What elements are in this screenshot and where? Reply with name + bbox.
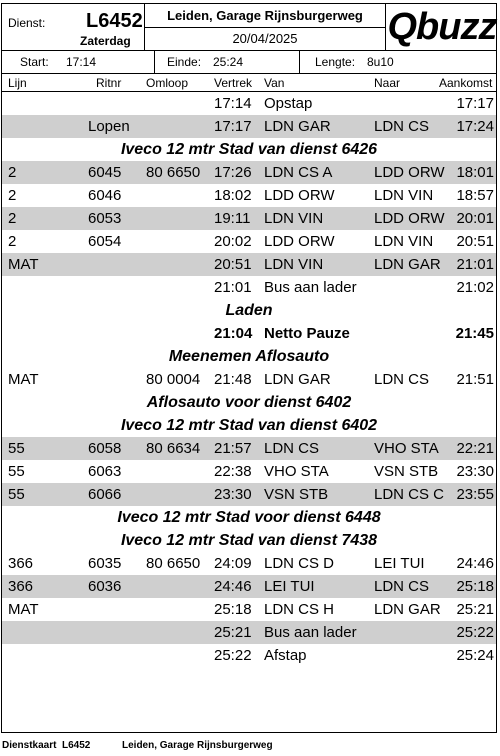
col-ritnr: Ritnr (96, 76, 122, 90)
column-headers (2, 74, 496, 92)
cell-van: Opstap (264, 95, 313, 112)
table-row (2, 207, 496, 230)
table-row (2, 621, 496, 644)
cell-aankomst: 25:22 (456, 624, 494, 641)
cell-van: Afstap (264, 647, 307, 664)
cell-vertrek: 25:22 (214, 647, 252, 664)
cell-naar: LDN CS (374, 118, 430, 135)
cell-van: LEI TUI (264, 578, 315, 595)
cell-ritnr: 6054 (88, 233, 122, 250)
cell-van: VSN STB (264, 486, 329, 503)
table-row (2, 483, 496, 506)
col-van: Van (264, 76, 285, 90)
cell-lijn: 2 (8, 210, 17, 227)
cell-aankomst: 21:02 (456, 279, 494, 296)
cell-lijn: MAT (8, 371, 39, 388)
cell-vertrek: 23:30 (214, 486, 252, 503)
cell-van: VHO STA (264, 463, 329, 480)
section-title: Aflosauto voor dienst 6402 (146, 394, 352, 411)
dienst-label: Dienst: (8, 16, 46, 30)
table-row (2, 161, 496, 184)
card-header (2, 4, 496, 51)
cell-van: LDN VIN (264, 210, 324, 227)
cell-aankomst: 25:18 (456, 578, 494, 595)
footer-label: Dienstkaart (2, 740, 57, 751)
cell-vertrek: 20:51 (214, 256, 252, 273)
day-label: Zaterdag (80, 34, 131, 48)
start-value: 17:14 (66, 55, 97, 69)
cell-van: LDN GAR (264, 371, 331, 388)
times-bar (2, 51, 496, 74)
cell-naar: LDN CS (374, 578, 430, 595)
dienst-code: L6452 (86, 10, 143, 32)
cell-naar: LDD ORW (374, 210, 445, 227)
cell-naar: LDN CS (374, 371, 430, 388)
cell-ritnr: 6045 (88, 164, 122, 181)
cell-van: LDD ORW (264, 233, 335, 250)
cell-omloop: 80 6650 (146, 164, 201, 181)
cell-vertrek: 17:17 (214, 118, 252, 135)
cell-omloop: 80 0004 (146, 371, 201, 388)
cell-naar: LEI TUI (374, 555, 425, 572)
cell-van: LDN CS (264, 440, 320, 457)
table-row (2, 230, 496, 253)
section-title: Laden (225, 302, 273, 319)
section-title: Iveco 12 mtr Stad van dienst 7438 (120, 532, 378, 549)
pause-row (2, 322, 496, 345)
section-title: Iveco 12 mtr Stad van dienst 6402 (120, 417, 378, 434)
col-omloop: Omloop (146, 76, 189, 90)
cell-vertrek: 18:02 (214, 187, 252, 204)
service-date: 20/04/2025 (232, 31, 298, 46)
cell-omloop: 80 6650 (146, 555, 201, 572)
cell-lijn: 2 (8, 233, 17, 250)
table-row (2, 115, 496, 138)
times-divider (299, 51, 300, 73)
table-row (2, 644, 496, 667)
cell-vertrek: 24:46 (214, 578, 252, 595)
cell-aankomst: 21:01 (456, 256, 494, 273)
cell-van: Netto Pauze (264, 325, 350, 342)
cell-vertrek: 19:11 (214, 210, 251, 227)
cell-vertrek: 21:04 (214, 325, 253, 342)
garage-name: Leiden, Garage Rijnsburgerweg (145, 4, 385, 28)
cell-lijn: MAT (8, 601, 39, 618)
cell-aankomst: 21:51 (456, 371, 494, 388)
table-row (2, 598, 496, 621)
cell-naar: LDN VIN (374, 187, 434, 204)
cell-ritnr: 6036 (88, 578, 122, 595)
col-aankomst: Aankomst (439, 76, 493, 90)
cell-ritnr: 6035 (88, 555, 122, 572)
cell-aankomst: 25:21 (456, 601, 494, 618)
section-header (2, 506, 496, 529)
cell-ritnr: 6053 (88, 210, 122, 227)
cell-aankomst: 23:55 (456, 486, 494, 503)
table-row (2, 92, 496, 115)
table-row (2, 368, 496, 391)
cell-vertrek: 22:38 (214, 463, 252, 480)
cell-aankomst: 22:21 (456, 440, 494, 457)
table-row (2, 184, 496, 207)
cell-van: LDN CS A (264, 164, 333, 181)
cell-aankomst: 18:01 (456, 164, 494, 181)
cell-naar: LDD ORW (374, 164, 445, 181)
cell-vertrek: 21:01 (214, 279, 252, 296)
cell-ritnr: 6058 (88, 440, 122, 457)
cell-aankomst: 25:24 (456, 647, 494, 664)
cell-naar: LDN GAR (374, 601, 441, 618)
garage-box (145, 4, 386, 50)
cell-vertrek: 25:18 (214, 601, 252, 618)
qbuzz-logo: Qbuzz (387, 6, 497, 48)
cell-ritnr: 6046 (88, 187, 122, 204)
section-header (2, 529, 496, 552)
section-header (2, 299, 496, 322)
cell-naar: VSN STB (374, 463, 439, 480)
cell-van: LDN CS D (264, 555, 335, 572)
cell-aankomst: 23:30 (456, 463, 494, 480)
col-vertrek: Vertrek (214, 76, 253, 90)
table-row (2, 460, 496, 483)
table-row (2, 253, 496, 276)
section-header (2, 345, 496, 368)
table-row (2, 552, 496, 575)
cell-omloop: 80 6634 (146, 440, 201, 457)
table-row (2, 437, 496, 460)
table-row (2, 276, 496, 299)
einde-label: Einde: (167, 55, 202, 69)
col-naar: Naar (374, 76, 401, 90)
lengte-value: 8u10 (367, 55, 394, 69)
footer-code: L6452 (62, 740, 91, 751)
section-header (2, 138, 496, 161)
cell-lijn: 2 (8, 164, 17, 181)
cell-lijn: 2 (8, 187, 17, 204)
cell-van: Bus aan lader (264, 624, 357, 641)
col-lijn: Lijn (8, 76, 27, 90)
cell-vertrek: 17:26 (214, 164, 252, 181)
cell-van: LDN GAR (264, 118, 331, 135)
cell-aankomst: 17:17 (456, 95, 494, 112)
cell-vertrek: 21:57 (214, 440, 252, 457)
cell-lijn: 55 (8, 463, 25, 480)
footer-garage: Leiden, Garage Rijnsburgerweg (122, 740, 273, 751)
cell-naar: LDN VIN (374, 233, 434, 250)
table-row (2, 575, 496, 598)
cell-aankomst: 20:51 (456, 233, 494, 250)
cell-aankomst: 17:24 (456, 118, 494, 135)
cell-aankomst: 20:01 (456, 210, 494, 227)
cell-van: LDD ORW (264, 187, 335, 204)
cell-ritnr: 6063 (88, 463, 122, 480)
cell-lijn: 366 (8, 555, 34, 572)
section-header (2, 414, 496, 437)
cell-van: LDN CS H (264, 601, 335, 618)
einde-value: 25:24 (213, 55, 244, 69)
cell-vertrek: 21:48 (214, 371, 252, 388)
cell-van: Bus aan lader (264, 279, 357, 296)
section-header (2, 391, 496, 414)
cell-vertrek: 20:02 (214, 233, 252, 250)
cell-aankomst: 21:45 (455, 325, 494, 342)
section-title: Iveco 12 mtr Stad van dienst 6426 (120, 141, 378, 158)
schedule-rows (2, 92, 496, 667)
cell-aankomst: 24:46 (456, 555, 494, 572)
cell-aankomst: 18:57 (456, 187, 494, 204)
lengte-label: Lengte: (315, 55, 356, 69)
cell-ritnr: 6066 (88, 486, 122, 503)
start-label: Start: (20, 55, 49, 69)
cell-lijn: 55 (8, 486, 25, 503)
cell-naar: LDN CS C (374, 486, 445, 503)
section-title: Iveco 12 mtr Stad voor dienst 6448 (117, 509, 381, 526)
section-title: Meenemen Aflosauto (168, 348, 330, 365)
cell-vertrek: 25:21 (214, 624, 252, 641)
cell-naar: VHO STA (374, 440, 439, 457)
cell-naar: LDN GAR (374, 256, 441, 273)
service-card (1, 3, 497, 733)
cell-lijn: 55 (8, 440, 25, 457)
times-divider (154, 51, 155, 73)
cell-vertrek: 24:09 (214, 555, 252, 572)
cell-vertrek: 17:14 (214, 95, 252, 112)
cell-lijn: MAT (8, 256, 39, 273)
cell-van: LDN VIN (264, 256, 324, 273)
service-id-box (2, 4, 145, 50)
cell-ritnr: Lopen (88, 118, 130, 135)
cell-lijn: 366 (8, 578, 34, 595)
